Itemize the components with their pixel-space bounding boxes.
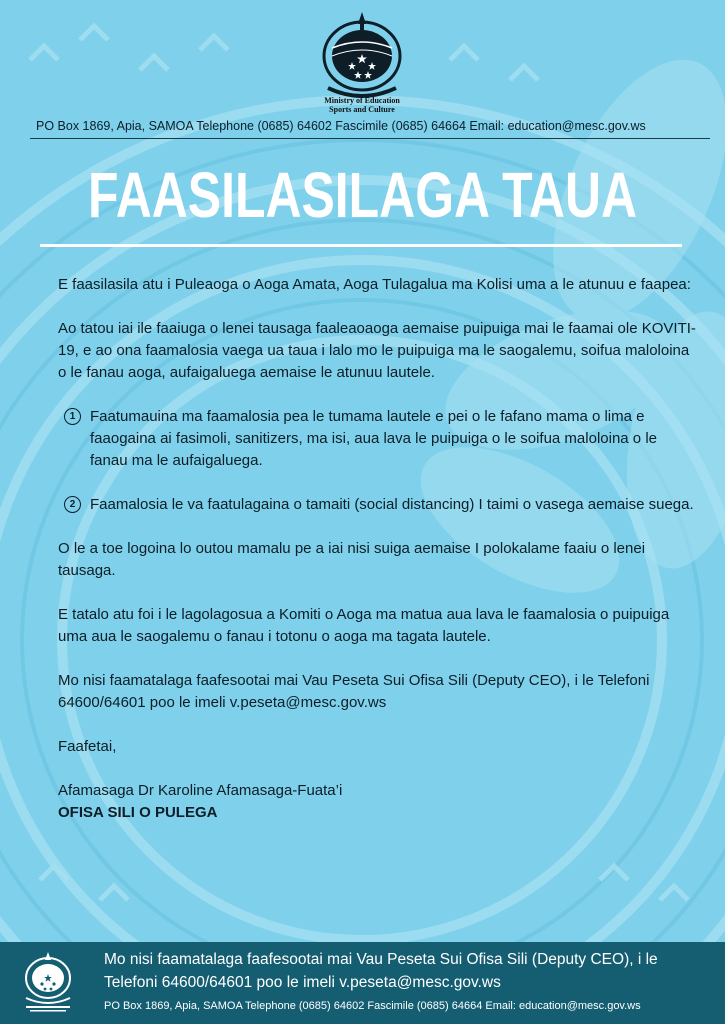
- list-item: [58, 406, 698, 472]
- paragraph-updates: O le a toe logoina lo outou mamalu pe a iai nisi suiga aemaise I polokalame faaiu o lenei tausaga.: [58, 540, 646, 579]
- ministry-name: Ministry of Education Sports and Culture: [324, 96, 400, 114]
- header-divider: [30, 138, 710, 139]
- footer-bar: [0, 942, 725, 1024]
- header-contact-line: PO Box 1869, Apia, SAMOA Telephone (0685) 64602 Fascimile (0685) 64664 Email: education@mesc.gov.ws: [36, 119, 646, 133]
- signatory-name: Afamasaga Dr Karoline Afamasaga-Fuata’i: [58, 782, 343, 799]
- footer-address-line: PO Box 1869, Apia, SAMOA Telephone (0685) 64602 Fascimile (0685) 64664 Email: education@mesc.gov.ws: [104, 1000, 641, 1012]
- footer-contact-info: Mo nisi faamatalaga faafesootai mai Vau Peseta Sui Ofisa Sili (Deputy CEO), i le Telefoni 64600/64601 poo le imeli v.peseta@mesc.gov.ws: [104, 951, 658, 991]
- number-1-icon: 1: [64, 408, 81, 425]
- closing-text: Faafetai,: [58, 738, 117, 755]
- notice-body: [58, 274, 698, 824]
- list-item-text: Faatumauina ma faamalosia pea le tumama lautele e pei o le fafano mama o lima e faaogaina ai fasimoli, sanitizers, ma isi, aua lava le puipuiga o le soifua maloloina o le fanau ma le aufaigaluega.: [90, 408, 657, 469]
- notice-title: FAASILASILAGA TAUA: [87, 159, 638, 231]
- number-2-icon: 2: [64, 496, 81, 513]
- paragraph-support: E tatalo atu foi i le lagolagosua a Komiti o Aoga ma matua aua lava le faamalosia o puipuiga uma aua le saogalemu o fanau i totonu o aoga ma tagata lautele.: [58, 606, 670, 645]
- paragraph-contact: Mo nisi faamatalaga faafesootai mai Vau Peseta Sui Ofisa Sili (Deputy CEO), i le Telefoni 64600/64601 poo le imeli v.peseta@mesc.gov.ws: [58, 672, 650, 711]
- samoa-emblem-logo: [318, 8, 406, 108]
- intro-paragraph: E faasilasila atu i Puleaoga o Aoga Amata, Aoga Tulagalua ma Kolisi uma a le atunuu e faapea:: [58, 276, 691, 293]
- signatory-title: OFISA SILI O PULEGA: [58, 804, 218, 821]
- list-item: [58, 494, 698, 516]
- list-item-text: Faamalosia le va faatulagaina o tamaiti (social distancing) I taimi o vasega aemaise suega.: [90, 496, 694, 513]
- footer-emblem-logo: [20, 950, 76, 1016]
- title-underline: [40, 244, 682, 247]
- paragraph-covid: Ao tatou iai ile faaiuga o lenei tausaga faaleaoaoga aemaise puipuiga mai le faamai ole KOVITI-19, e ao ona faamalosia vaega ua taua i lalo mo le puipuiga ma le saogalemu, soifua maloloina o le fanau aoga, aufaigaluega aemaise le atunuu lautele.: [58, 320, 696, 381]
